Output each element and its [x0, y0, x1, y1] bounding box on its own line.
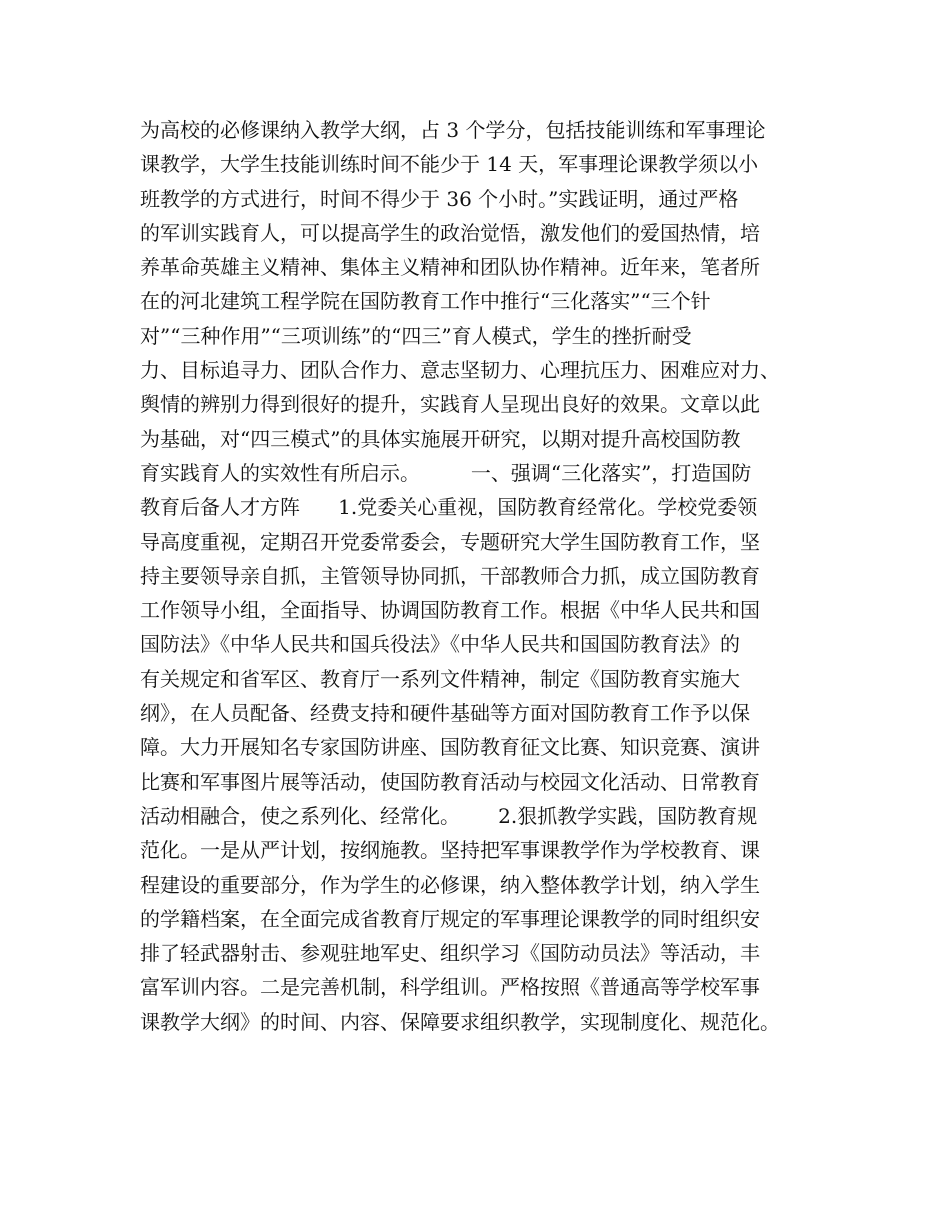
- body-text: [140, 113, 830, 1039]
- text-line: 养革命英雄主义精神、集体主义精神和团队协作精神。近年来，笔者所: [140, 255, 760, 280]
- text-line: 富军训内容。二是完善机制，科学组训。严格按照《普通高等学校军事: [140, 975, 760, 1000]
- text-line: 对”“三种作用”“三项训练”的“四三”育人模式，学生的挫折耐受: [140, 323, 692, 348]
- text-line: 导高度重视，定期召开党委常委会，专题研究大学生国防教育工作，坚: [140, 529, 760, 554]
- text-line: 课教学大纲》的时间、内容、保障要求组织教学，实现制度化、规范化。: [140, 1009, 780, 1034]
- text-line: 范化。一是从严计划，按纲施教。坚持把军事课教学作为学校教育、课: [140, 838, 760, 863]
- text-line: 为基础，对“四三模式”的具体实施展开研究，以期对提升高校国防教: [140, 426, 741, 451]
- text-line: 障。大力开展知名专家国防讲座、国防教育征文比赛、知识竞赛、演讲: [140, 735, 760, 760]
- text-line: 排了轻武器射击、参观驻地军史、组织学习《国防动员法》等活动，丰: [140, 941, 760, 966]
- text-line: 工作领导小组，全面指导、协调国防教育工作。根据《中华人民共和国: [140, 598, 760, 623]
- text-line: 舆情的辨别力得到很好的提升，实践育人呈现出良好的效果。文章以此: [140, 392, 760, 417]
- text-line: 纲》，在人员配备、经费支持和硬件基础等方面对国防教育工作予以保: [140, 701, 750, 726]
- text-line: 班教学的方式进行，时间不得少于 36 个小时。”实践证明，通过严格: [140, 186, 739, 211]
- text-line: 在的河北建筑工程学院在国防教育工作中推行“三化落实”“三个针: [140, 289, 711, 314]
- text-line: 有关规定和省军区、教育厅一系列文件精神，制定《国防教育实施大: [140, 666, 740, 691]
- text-line: 为高校的必修课纳入教学大纲，占 3 个学分，包括技能训练和军事理论: [140, 118, 766, 142]
- text-line: 活动相融合，使之系列化、经常化。 2.狠抓教学实践，国防教育规: [140, 803, 758, 828]
- text-line: 课教学，大学生技能训练时间不能少于 14 天，军事理论课教学须以小: [140, 152, 759, 177]
- text-line: 育实践育人的实效性有所启示。 一、强调“三化落实”，打造国防: [140, 460, 752, 485]
- text-line: 的军训实践育人，可以提高学生的政治觉悟，激发他们的爱国热情，培: [140, 220, 760, 245]
- text-line: 力、目标追寻力、团队合作力、意志坚韧力、心理抗压力、困难应对力、: [140, 358, 780, 383]
- text-line: 的学籍档案，在全面完成省教育厅规定的军事理论课教学的同时组织安: [140, 906, 760, 931]
- text-line: 持主要领导亲自抓，主管领导协同抓，干部教师合力抓，成立国防教育: [140, 563, 760, 588]
- text-line: 程建设的重要部分，作为学生的必修课，纳入整体教学计划，纳入学生: [140, 872, 760, 897]
- text-line: 教育后备人才方阵 1.党委关心重视，国防教育经常化。学校党委领: [140, 495, 758, 520]
- text-line: 国防法》《中华人民共和国兵役法》《中华人民共和国国防教育法》的: [140, 632, 740, 657]
- text-line: 比赛和军事图片展等活动，使国防教育活动与校园文化活动、日常教育: [140, 769, 760, 794]
